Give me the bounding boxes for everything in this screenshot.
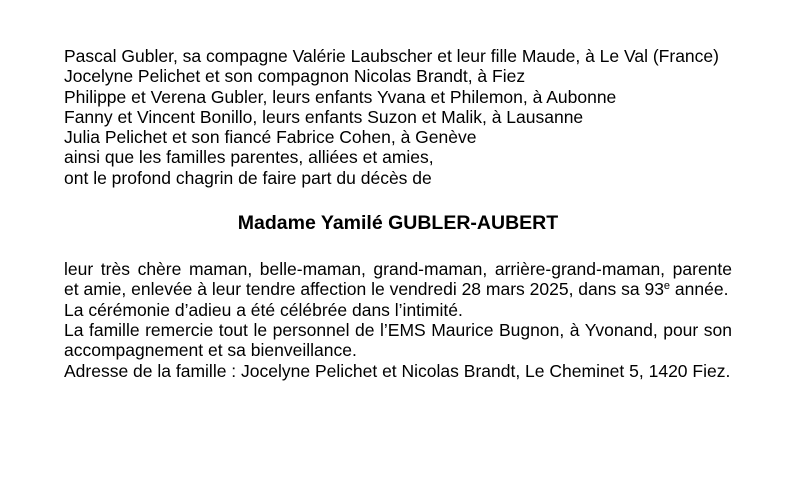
body-paragraph-1-text: leur très chère maman, belle-maman, grand-maman, arrière-grand-maman, parente et amie, enlevée à leur tendre affection le vendredi 28 mars 2025, dans sa 93 (64, 259, 732, 300)
body-paragraph-3: La famille remercie tout le personnel de l’EMS Maurice Bugnon, à Yvonand, pour son accompagnement et sa bienveillance. (64, 319, 732, 361)
family-line-1: Pascal Gubler, sa compagne Valérie Laubscher et leur fille Maude, à Le Val (France) (64, 46, 719, 66)
body-paragraph-4: Adresse de la famille : Jocelyne Pelichet et Nicolas Brandt, Le Cheminet 5, 1420 Fiez. (64, 360, 731, 381)
ordinal-superscript: e (663, 280, 671, 293)
obituary-notice (64, 46, 732, 381)
body-paragraph-2: La cérémonie d’adieu a été célébrée dans l’intimité. (64, 299, 463, 320)
family-line-3: Philippe et Verena Gubler, leurs enfants Yvana et Philemon, à Aubonne (64, 86, 617, 107)
family-line-4: Fanny et Vincent Bonillo, leurs enfants Suzon et Malik, à Lausanne (64, 106, 584, 127)
deceased-name-heading: Madame Yamilé GUBLER-AUBERT (237, 212, 559, 235)
family-line-6: ainsi que les familles parentes, alliées et amies, (64, 147, 434, 168)
body-paragraph-1-end: année. (670, 279, 729, 300)
family-line-7: ont le profond chagrin de faire part du décès de (64, 167, 432, 188)
family-line-2: Jocelyne Pelichet et son compagnon Nicolas Brandt, à Fiez (64, 66, 526, 87)
body-paragraph-1 (64, 259, 732, 300)
family-line-5: Julia Pelichet et son fiancé Fabrice Cohen, à Genève (64, 127, 477, 148)
